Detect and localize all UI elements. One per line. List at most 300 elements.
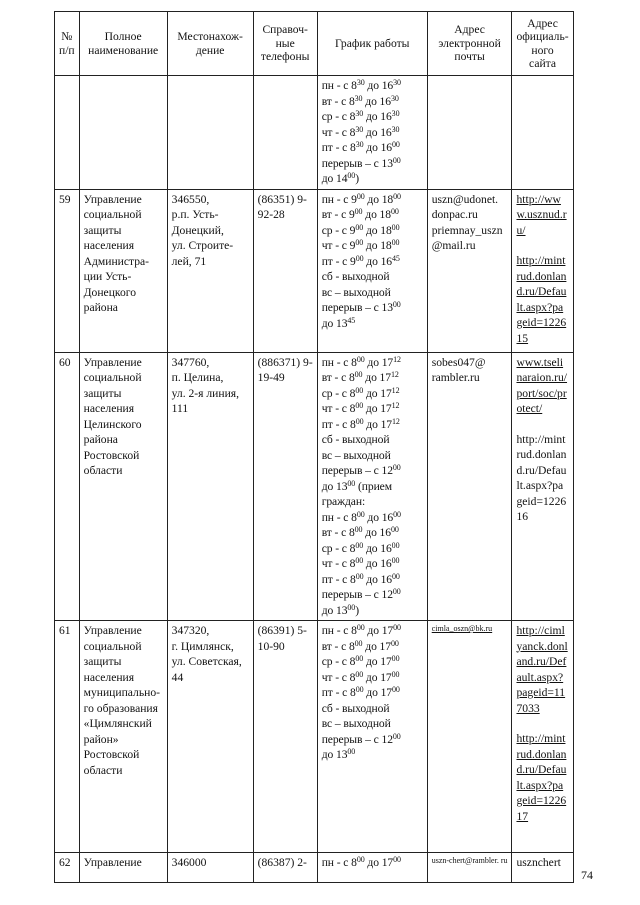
website-link-line[interactable]: pageid=11 [516, 686, 566, 699]
row-number: 61 [55, 621, 80, 853]
schedule-text: сб - выходной [321, 270, 390, 283]
schedule-minutes: 00 [355, 669, 364, 679]
schedule-text: сб - выходной [321, 701, 390, 715]
org-name-cell [79, 352, 167, 621]
org-name-line: Управление [83, 856, 142, 869]
table-body [55, 76, 574, 883]
schedule-minutes: 00 [391, 222, 400, 232]
schedule-text: до 18 [363, 223, 392, 237]
row-number: 59 [55, 189, 80, 352]
header-line: ные [275, 36, 295, 50]
schedule-text: до 17 [363, 402, 392, 415]
schedule-text: (прием [355, 479, 392, 493]
schedule-text: до 17 [364, 624, 394, 637]
header-location [167, 12, 253, 76]
schedule-text: до 16 [363, 125, 392, 139]
org-name-line: социальной [83, 639, 142, 653]
schedule-line [322, 355, 423, 371]
website-link-line[interactable]: rud.donlan [516, 448, 567, 461]
schedule-text: перерыв – с 12 [321, 732, 393, 746]
schedule-line [322, 316, 423, 332]
location-line: 44 [171, 670, 184, 684]
schedule-text: вс – выходной [321, 285, 391, 299]
schedule-line [322, 171, 423, 187]
phone-cell [253, 189, 317, 352]
schedule-line [322, 223, 423, 239]
schedule-minutes: 00 [356, 623, 365, 632]
schedule-text: чт - с 9 [321, 239, 356, 252]
website-link-line[interactable]: http://mint [516, 254, 566, 267]
schedule-line [322, 541, 423, 557]
website-cell[interactable] [512, 76, 573, 190]
schedule-minutes: 30 [355, 124, 364, 134]
schedule-line [322, 510, 423, 526]
email-line: uszn-chert@rambler. ru [431, 856, 508, 865]
schedule-line [322, 386, 423, 402]
org-name-line: социальной [83, 371, 142, 384]
schedule-text: пт - с 8 [321, 572, 356, 586]
schedule-minutes: 30 [356, 78, 365, 87]
schedule-text: вс – выходной [321, 448, 391, 462]
schedule-text: ср - с 8 [321, 541, 356, 555]
schedule-minutes: 00 [354, 638, 363, 648]
schedule-line [322, 417, 423, 433]
schedule-text: до 16 [363, 254, 392, 268]
schedule-line [322, 448, 423, 464]
schedule-text: вс – выходной [321, 717, 391, 730]
schedule-minutes: 30 [393, 78, 401, 87]
location-cell [167, 352, 253, 621]
org-name-line: защиты [83, 386, 122, 400]
org-name-line: муниципально- [83, 686, 160, 699]
page-number: 74 [581, 868, 593, 882]
org-name-line: Ростовской [83, 748, 140, 761]
schedule-minutes: 00 [356, 191, 365, 201]
schedule-text: ср - с 9 [321, 223, 356, 237]
schedule-minutes: 00 [355, 654, 364, 663]
website-link-line[interactable]: d.ru/Defau [516, 763, 567, 776]
schedule-minutes: 00 [391, 654, 400, 663]
header-line: наименование [88, 43, 159, 57]
org-name-line: Администра- [83, 254, 150, 268]
email-line: rambler.ru [431, 371, 480, 384]
schedule-text: до 18 [363, 239, 392, 252]
org-name-line: Ростовской [83, 448, 140, 462]
org-name-line: «Цимлянский [83, 717, 152, 730]
schedule-text: сб - выходной [321, 433, 390, 446]
schedule-line [322, 701, 423, 717]
schedule-text: пн - с 8 [321, 624, 357, 637]
schedule-line [322, 670, 423, 686]
header-line: официаль- [516, 30, 569, 43]
schedule-text: до 13 [321, 316, 348, 330]
table-row [55, 352, 574, 621]
schedule-text: до 17 [363, 670, 392, 684]
website-link-line[interactable]: http://mint [516, 732, 566, 745]
header-phones [253, 12, 317, 76]
email-cell[interactable] [427, 76, 512, 190]
website-link-line[interactable]: lt.aspx?pa [516, 300, 564, 314]
location-line: лей, 71 [171, 254, 207, 268]
schedule-text: до 16 [364, 510, 394, 524]
schedule-minutes: 00 [355, 222, 364, 232]
schedule-minutes: 00 [356, 354, 365, 364]
schedule-minutes: 00 [355, 238, 364, 247]
phone-cell [253, 76, 317, 190]
schedule-cell [317, 189, 427, 352]
location-line: ул. Строите- [171, 239, 234, 252]
website-link-line[interactable]: naraion.ru/ [516, 371, 568, 384]
schedule-text: перерыв – с 13 [321, 301, 393, 314]
schedule-minutes: 00 [392, 463, 401, 472]
header-schedule [317, 12, 427, 76]
schedule-minutes: 00 [391, 669, 400, 679]
location-line: ул. Советская, [171, 655, 242, 668]
header-site [512, 12, 573, 76]
location-line: п. Целина, [171, 371, 224, 384]
website-link-line[interactable]: w.usznud.r [516, 208, 567, 221]
org-name-line: Донецкого [83, 285, 137, 299]
website-cell[interactable] [512, 352, 573, 621]
schedule-text: перерыв – с 12 [321, 464, 393, 477]
schedule-text: до 16 [363, 141, 392, 154]
schedule-line [322, 732, 423, 748]
website-link-line[interactable]: www.tseli [516, 355, 564, 369]
schedule-minutes: 00 [390, 638, 399, 648]
schedule-text: до 17 [362, 639, 391, 653]
schedule-line [322, 156, 423, 172]
location-line: 111 [171, 402, 189, 415]
location-cell [167, 853, 253, 883]
website-link-line[interactable]: rud.donlan [516, 269, 567, 283]
schedule-text: до 18 [364, 192, 394, 206]
website-link-line[interactable]: and.ru/Def [516, 655, 567, 668]
table-row [55, 189, 574, 352]
schedule-minutes: 00 [355, 685, 364, 694]
header-line: График работы [334, 36, 410, 50]
header-line: сайта [529, 57, 557, 70]
schedule-minutes: 00 [392, 300, 401, 309]
header-line: п/п [59, 43, 75, 57]
org-name-line: района [83, 301, 118, 314]
schedule-text: до 16 [363, 572, 392, 586]
schedule-minutes: 00 [355, 401, 364, 410]
email-cell[interactable] [427, 621, 512, 853]
schedule-minutes: 45 [392, 253, 400, 263]
schedule-line [322, 125, 423, 141]
org-name-line: Управление [83, 192, 142, 206]
phone-line: (86387) 2- [257, 856, 307, 869]
schedule-text: до 13 [321, 603, 348, 617]
schedule-text: до 16 [364, 79, 394, 92]
schedule-minutes: 00 [355, 540, 364, 550]
schedule-minutes: 00 [354, 370, 363, 379]
schedule-text: до 14 [321, 172, 348, 185]
org-name-line: района [83, 433, 118, 446]
schedule-minutes: 12 [391, 385, 400, 395]
website-link-line[interactable]: geid=1226 [516, 494, 567, 508]
org-name-line: защиты [83, 223, 122, 237]
schedule-line [322, 623, 423, 639]
schedule-line [322, 78, 423, 94]
org-name-cell [79, 621, 167, 853]
schedule-cell [317, 352, 427, 621]
header-line: телефоны [260, 50, 310, 64]
website-link-line[interactable]: geid=1226 [516, 316, 567, 329]
header-line: Полное [104, 30, 142, 43]
site-gap [516, 716, 568, 731]
schedule-text: вт - с 8 [321, 371, 355, 384]
row-number: 60 [55, 352, 80, 621]
email-line: sobes047@ [431, 355, 486, 369]
schedule-minutes: 30 [391, 124, 400, 134]
website-link-line[interactable]: 17 [516, 809, 529, 823]
email-cell[interactable] [427, 853, 512, 883]
website-link-line[interactable]: otect/ [516, 402, 543, 415]
table-row [55, 621, 574, 853]
schedule-line [322, 525, 423, 541]
schedule-line [322, 654, 423, 670]
row-number [55, 76, 80, 190]
location-line: ул. 2-я линия, [171, 386, 240, 400]
schedule-minutes: 00 [355, 253, 364, 263]
schedule-line [322, 432, 423, 448]
schedule-text: до 17 [364, 355, 394, 369]
schedule-text: до 17 [363, 386, 392, 400]
location-line: 347320, [171, 624, 210, 637]
header-line: Адрес [527, 16, 558, 30]
schedule-line [322, 300, 423, 316]
website-cell[interactable] [512, 853, 573, 883]
website-link-line[interactable]: ault.aspx? [516, 670, 564, 684]
website-link-line[interactable]: lt.aspx?pa [516, 778, 564, 792]
schedule-text: ср - с 8 [321, 655, 356, 668]
website-link-line[interactable]: d.ru/Defau [516, 285, 567, 298]
location-cell [167, 189, 253, 352]
schedule-minutes: 00 [392, 731, 401, 741]
schedule-line [322, 556, 423, 572]
schedule-minutes: 00 [391, 238, 400, 247]
schedule-line [322, 855, 423, 871]
schedule-minutes: 00 [393, 623, 401, 632]
schedule-text: пт - с 9 [321, 254, 356, 268]
email-line: uszn@udonet. [431, 192, 499, 206]
website-link-line[interactable]: yanck.donl [516, 639, 568, 653]
header-line: дение [195, 43, 225, 57]
schedule-minutes: 00 [393, 191, 401, 201]
schedule-minutes: 00 [392, 685, 400, 694]
schedule-minutes: 12 [390, 370, 399, 379]
location-line: р.п. Усть- [171, 208, 219, 221]
email-cell[interactable] [427, 352, 512, 621]
schedule-text: граждан: [321, 495, 366, 508]
schedule-text: до 16 [363, 557, 392, 570]
org-name-line: ции Усть- [83, 270, 132, 283]
social-protection-table [54, 11, 574, 883]
schedule-line [322, 479, 423, 495]
website-link-line[interactable]: 7033 [516, 701, 540, 715]
schedule-minutes: 00 [347, 478, 356, 488]
schedule-minutes: 45 [347, 315, 356, 325]
org-name-cell [79, 76, 167, 190]
org-name-line: населения [83, 670, 135, 684]
schedule-cell [317, 621, 427, 853]
phone-line: 92-28 [257, 208, 285, 221]
schedule-minutes: 00 [355, 416, 364, 426]
org-name-line: Целинского [83, 417, 142, 431]
schedule-minutes: 00 [390, 207, 399, 216]
website-cell[interactable] [512, 189, 573, 352]
phone-line: (886371) 9- [257, 355, 313, 369]
website-link-line[interactable]: http://ciml [516, 624, 565, 637]
schedule-text: до 18 [362, 208, 391, 221]
schedule-minutes: 00 [355, 556, 364, 565]
org-name-line: социальной [83, 208, 142, 221]
schedule-text: вт - с 8 [321, 526, 355, 539]
phone-cell [253, 352, 317, 621]
schedule-line [322, 207, 423, 223]
schedule-line [322, 140, 423, 156]
website-link-line[interactable]: http://mint [516, 432, 566, 446]
schedule-minutes: 00 [392, 140, 400, 149]
website-link-line[interactable]: u/ [516, 223, 526, 237]
email-line: cimla_oszn@bk.ru [431, 624, 493, 633]
schedule-text: пт - с 8 [321, 141, 356, 154]
schedule-line [322, 494, 423, 510]
location-line: Донецкий, [171, 223, 224, 237]
org-name-line: населения [83, 239, 135, 252]
schedule-text: до 16 [363, 541, 392, 555]
schedule-line [322, 463, 423, 479]
schedule-minutes: 00 [392, 155, 401, 165]
header-line: электронной [438, 36, 501, 50]
schedule-line [322, 572, 423, 588]
phone-line: (86391) 5- [257, 624, 307, 637]
phone-line: (86351) 9- [257, 192, 307, 206]
header-line: почты [454, 50, 485, 64]
schedule-text: чт - с 8 [321, 402, 356, 415]
email-cell[interactable] [427, 189, 512, 352]
org-name-cell [79, 853, 167, 883]
schedule-line [322, 587, 423, 603]
schedule-text: до 16 [362, 94, 391, 108]
schedule-minutes: 00 [392, 571, 400, 581]
schedule-line [322, 109, 423, 125]
website-link-line[interactable]: d.ru/Defau [516, 463, 567, 477]
schedule-text: ) [355, 172, 359, 185]
schedule-minutes: 30 [390, 93, 399, 103]
org-name-line: области [83, 464, 123, 477]
schedule-text: пн - с 8 [321, 856, 357, 869]
schedule-minutes: 30 [355, 140, 364, 149]
phone-cell [253, 621, 317, 853]
schedule-text: ср - с 8 [321, 386, 356, 400]
schedule-minutes: 00 [393, 509, 401, 519]
org-name-cell [79, 189, 167, 352]
schedule-line [322, 603, 423, 619]
schedule-text: пт - с 8 [321, 686, 356, 699]
schedule-minutes: 00 [354, 207, 363, 216]
schedule-text: чт - с 8 [321, 670, 356, 684]
schedule-minutes: 00 [347, 747, 356, 756]
schedule-minutes: 00 [391, 556, 400, 565]
org-name-line: Управление [83, 624, 142, 637]
header-line: Местонахож- [177, 30, 243, 43]
schedule-minutes: 00 [347, 171, 356, 180]
website-link-line[interactable]: rud.donlan [516, 747, 567, 761]
schedule-minutes: 12 [391, 401, 400, 410]
schedule-text: до 13 [321, 479, 348, 493]
org-name-line: район» [83, 732, 119, 746]
schedule-text: до 16 [363, 110, 392, 123]
schedule-minutes: 30 [354, 93, 363, 103]
schedule-minutes: 30 [391, 109, 400, 118]
schedule-text: вт - с 9 [321, 208, 355, 221]
schedule-minutes: 00 [355, 571, 364, 581]
table-row [55, 76, 574, 190]
org-name-line: защиты [83, 655, 122, 668]
website-link-line[interactable]: lt.aspx?pa [516, 479, 564, 492]
location-line: 346550, [171, 192, 210, 206]
schedule-minutes: 00 [347, 602, 356, 612]
website-cell[interactable] [512, 621, 573, 853]
schedule-text: до 17 [363, 655, 392, 668]
website-link-line[interactable]: 16 [516, 510, 529, 523]
schedule-line [322, 747, 423, 763]
email-line: priemnay_uszn [431, 223, 503, 237]
schedule-cell [317, 76, 427, 190]
schedule-text: пт - с 8 [321, 417, 356, 431]
schedule-text: чт - с 8 [321, 557, 356, 570]
schedule-text: до 16 [362, 526, 391, 539]
schedule-minutes: 00 [393, 855, 401, 864]
schedule-text: до 17 [363, 417, 392, 431]
website-link-line[interactable]: http://ww [516, 192, 561, 206]
header-num [55, 12, 80, 76]
table-row [55, 853, 574, 883]
header-line: Справоч- [262, 23, 308, 37]
org-name-line: населения [83, 402, 135, 415]
email-line: donpac.ru [431, 208, 478, 221]
website-link-line[interactable]: usznchert [516, 856, 561, 869]
org-name-line: го образования [83, 701, 158, 715]
website-link-line[interactable]: geid=1226 [516, 794, 567, 807]
website-link-line[interactable]: port/soc/pr [516, 386, 567, 400]
schedule-text: вт - с 8 [321, 639, 355, 653]
phone-cell [253, 853, 317, 883]
schedule-text: пн - с 8 [321, 79, 357, 92]
header-line: ного [531, 43, 554, 57]
row-number: 62 [55, 853, 80, 883]
schedule-text: ) [355, 603, 359, 617]
org-name-line: Управление [83, 355, 142, 369]
email-line: @mail.ru [431, 239, 476, 252]
schedule-text: перерыв – с 13 [321, 156, 393, 170]
schedule-minutes: 12 [392, 416, 400, 426]
schedule-text: пн - с 8 [321, 510, 357, 524]
schedule-minutes: 12 [393, 354, 401, 364]
schedule-text: до 17 [363, 686, 392, 699]
location-line: г. Цимлянск, [171, 639, 234, 653]
schedule-text: пн - с 9 [321, 192, 357, 206]
schedule-text: ср - с 8 [321, 110, 356, 123]
website-link-line[interactable]: 15 [516, 331, 529, 345]
schedule-minutes: 00 [392, 587, 401, 596]
schedule-line [322, 716, 423, 732]
header-line: № [61, 30, 73, 43]
schedule-text: чт - с 8 [321, 125, 356, 139]
schedule-text: перерыв – с 12 [321, 588, 393, 601]
